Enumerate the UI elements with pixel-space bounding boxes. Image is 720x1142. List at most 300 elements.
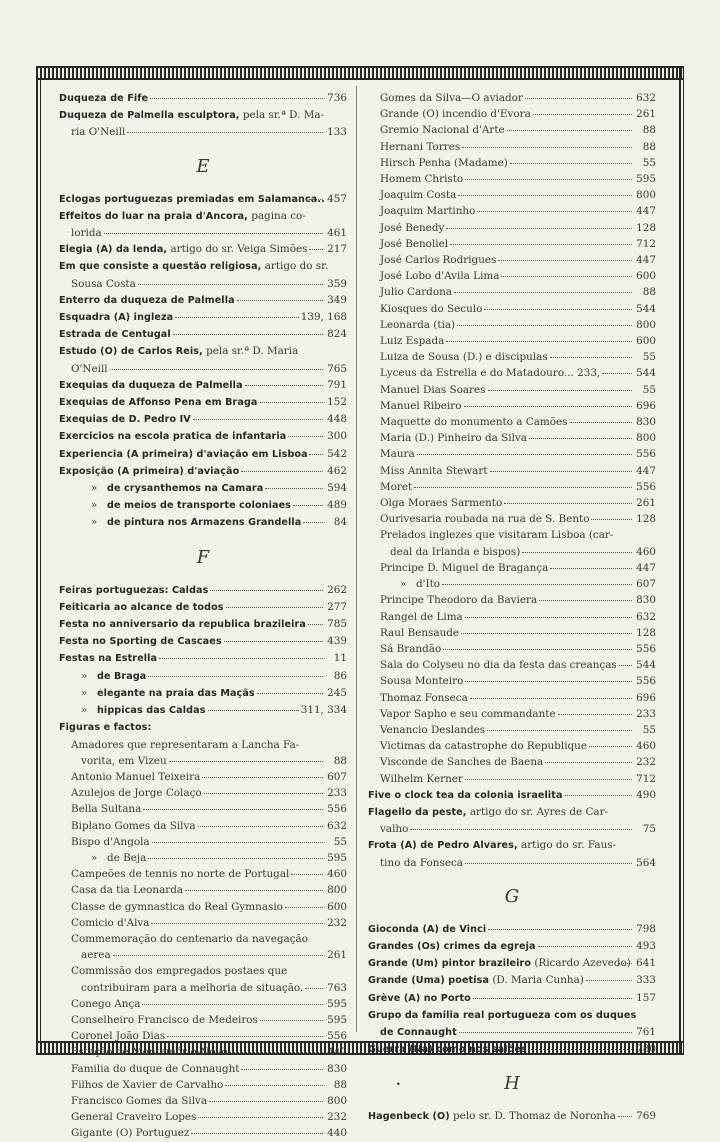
page-number: 447 <box>636 464 656 477</box>
entry-label <box>59 463 239 480</box>
entry-title: Feiticaria ao alcance de todos <box>59 601 224 613</box>
dot-leader <box>291 864 323 875</box>
index-entry <box>368 641 656 657</box>
decorative-border-top <box>36 66 684 80</box>
dot-leader <box>175 307 298 318</box>
dot-leader <box>309 189 323 200</box>
entry-label <box>59 719 151 736</box>
dot-leader <box>152 832 323 843</box>
page-number: 55 <box>333 835 347 848</box>
entry-continuation: deal da Irlanda e bispos) <box>390 545 521 558</box>
dot-leader <box>525 88 632 99</box>
entry-text: General Craveiro Lopes <box>71 1111 197 1124</box>
page-number: 542 <box>327 447 347 460</box>
page-number: 798 <box>636 922 656 935</box>
dot-leader <box>446 218 632 229</box>
page-number: 600 <box>327 900 347 913</box>
dot-leader <box>529 1039 632 1050</box>
entry-text: Olga Moraes Sarmento <box>380 497 503 510</box>
dot-leader <box>610 803 632 813</box>
page-number: 447 <box>327 1046 347 1059</box>
index-column-right <box>368 90 656 1126</box>
entry-text: Moret <box>380 480 413 493</box>
dot-leader <box>202 767 323 778</box>
dot-leader <box>570 412 633 423</box>
index-entry <box>59 702 347 719</box>
page-number: 333 <box>636 974 656 987</box>
page-number: 544 <box>636 367 656 380</box>
ditto-mark: » <box>80 686 88 699</box>
dot-leader <box>148 666 323 677</box>
page-number: 595 <box>636 173 656 186</box>
entry-label <box>380 1024 457 1041</box>
entry-title: hippicas das Caldas <box>97 705 206 717</box>
entry-text: Familia do duque de Connaught <box>71 1062 240 1075</box>
entry-subtitle: artigo do sr. Ayres de Car- <box>466 805 609 818</box>
dot-leader <box>465 671 632 682</box>
entry-title: de meios de transporte coloniaes <box>107 500 291 512</box>
dot-leader <box>602 363 632 374</box>
page-mark: • <box>396 1080 401 1089</box>
page-number: 785 <box>327 618 347 631</box>
dot-leader <box>230 1042 323 1053</box>
entry-label <box>368 921 486 938</box>
entry-label <box>59 377 243 394</box>
dot-leader <box>138 274 323 285</box>
entry-continuation: valho <box>380 823 409 836</box>
page-number: 128 <box>636 221 656 234</box>
entry-label <box>368 787 563 804</box>
entry-label <box>380 821 408 837</box>
entry-label <box>71 225 102 241</box>
page-number: 233 <box>327 787 347 800</box>
entry-text: Bella Sultana <box>71 803 142 816</box>
index-entry <box>59 90 347 107</box>
index-entry <box>59 514 347 531</box>
entry-label <box>71 276 136 292</box>
dot-leader <box>462 137 632 148</box>
dot-leader <box>260 392 324 403</box>
dot-leader <box>459 1022 632 1033</box>
entry-title: Grupo da familia real portugueza com os duques <box>368 1009 637 1021</box>
index-entry <box>59 428 347 445</box>
entry-title: Em que consiste a questão religiosa, <box>59 261 262 273</box>
dot-leader <box>241 1059 323 1070</box>
dot-leader <box>470 688 632 699</box>
entry-title: Festa no anniversario da republica brazileira <box>59 619 306 631</box>
entry-text: Venancio Deslandes <box>380 723 486 736</box>
entry-text: Azulejos de Jorge Colaço <box>71 787 202 800</box>
entry-label <box>380 722 485 738</box>
entry-text: Francisco Gomes da Silva <box>71 1094 208 1107</box>
entry-subtitle: (D. Maria Cunha) <box>489 974 584 987</box>
entry-label <box>380 171 463 187</box>
dot-leader <box>414 477 632 488</box>
entry-title: Frota (A) de Pedro Alvares, <box>368 840 518 852</box>
dot-leader <box>618 1106 632 1117</box>
page-number: 736 <box>327 92 347 104</box>
page-number: 152 <box>327 396 347 409</box>
entry-subtitle: pagina co- <box>247 209 306 222</box>
dot-leader <box>309 239 323 250</box>
dot-leader <box>539 590 632 601</box>
dot-leader <box>487 720 632 731</box>
dot-leader <box>618 953 632 964</box>
entry-text: Campeões de tennis no norte de Portugal <box>71 868 290 881</box>
entry-title: de Connaught <box>380 1026 457 1038</box>
entry-continuation: aerea <box>81 949 111 962</box>
entry-label <box>380 446 415 462</box>
page-number: 696 <box>636 691 656 704</box>
page-number: 349 <box>327 293 347 306</box>
entry-label <box>71 702 206 719</box>
entry-text: José Benoliel <box>380 237 449 250</box>
entry-label <box>380 511 589 527</box>
dot-leader <box>150 88 323 99</box>
dot-leader <box>522 542 632 553</box>
entry-title: de pintura nos Armazens Grandella <box>107 517 302 529</box>
dot-leader <box>490 461 633 472</box>
entry-label <box>380 349 548 365</box>
page-number: 84 <box>333 516 347 529</box>
entry-label <box>71 1077 223 1093</box>
dot-leader <box>148 848 323 859</box>
entry-label <box>380 641 441 657</box>
page-number: 457 <box>327 192 347 205</box>
page-number: 86 <box>333 669 347 682</box>
entry-title: Festa no Sporting de Cascaes <box>59 636 222 648</box>
entry-label <box>59 599 224 616</box>
page-number: 800 <box>327 1094 347 1107</box>
page-number: 769 <box>636 1110 656 1123</box>
page-number: 232 <box>636 756 656 769</box>
entry-text: d'Ito <box>416 578 441 591</box>
dot-leader <box>550 558 632 569</box>
index-column-left <box>59 90 347 1142</box>
entry-text: Classe de gymnastica do Real Gymnasio <box>71 900 283 913</box>
entry-text: Hirsch Penha (Madame) <box>380 156 508 169</box>
page-number: 780 <box>636 1043 656 1056</box>
index-entry <box>368 938 656 955</box>
index-entry <box>59 1125 347 1141</box>
entry-title: Estrada de Centugal <box>59 329 171 341</box>
dot-leader <box>443 639 632 650</box>
entry-subtitle: artigo do sr. Veiga Simões <box>167 243 308 256</box>
entry-text: Rangel de Lima <box>380 610 463 623</box>
entry-label <box>71 668 146 685</box>
entry-text: Homem Christo <box>380 173 464 186</box>
entry-text: Sousa Monteiro <box>380 675 464 688</box>
entry-title: Eclogas portuguezas premiadas em Salamanca.. <box>59 193 325 205</box>
page-number: 600 <box>636 335 656 348</box>
entry-label <box>380 317 455 333</box>
page-number: 88 <box>333 1078 347 1091</box>
dot-leader <box>204 783 323 794</box>
dot-leader <box>151 913 323 924</box>
page-number: 75 <box>642 823 656 836</box>
dot-leader <box>303 512 323 523</box>
entry-subtitle: (Ricardo Azevedo) <box>531 957 631 970</box>
entry-text: Bispo d'Angola <box>71 835 150 848</box>
dot-leader <box>198 1107 323 1118</box>
page-number: 261 <box>636 108 656 121</box>
entry-text: Manuel Ribeiro <box>380 399 462 412</box>
page-number: 556 <box>327 1030 347 1043</box>
dot-leader <box>465 853 632 864</box>
entry-text: Biplano Gomes da Silva <box>71 819 196 832</box>
entry-label <box>380 479 412 495</box>
entry-text: José Carlos Rodrigues <box>380 254 497 267</box>
page-number: 55 <box>642 156 656 169</box>
entry-label <box>71 1044 228 1060</box>
entry-label <box>59 241 307 258</box>
page-number: 128 <box>636 626 656 639</box>
page-number: 133 <box>327 126 347 139</box>
dot-leader <box>293 495 323 506</box>
entry-text: Joaquim Martinho <box>380 205 476 218</box>
page-number: 359 <box>327 277 347 290</box>
page-number: 791 <box>327 378 347 391</box>
entry-label <box>380 333 444 349</box>
index-entry <box>368 787 656 804</box>
decorative-border-right <box>679 66 684 1055</box>
page-number: 447 <box>636 254 656 267</box>
dot-leader <box>510 153 632 164</box>
ditto-mark: » <box>80 669 88 682</box>
entry-text: Commissão dos empregados postaes que <box>71 965 288 978</box>
entry-text: Principe Theodoro da Baviera <box>380 594 538 607</box>
page-number: 262 <box>327 583 347 596</box>
page-number: 824 <box>327 328 347 341</box>
entry-label <box>71 915 149 931</box>
entry-label <box>380 236 448 252</box>
page-number: 88 <box>333 754 347 767</box>
entry-label <box>59 326 171 343</box>
dot-leader <box>410 819 632 830</box>
entry-label <box>368 990 471 1007</box>
entry-label <box>71 361 108 377</box>
index-entry <box>59 241 347 258</box>
dot-leader <box>473 988 632 999</box>
entry-text: Commemoração do centenario da navegação <box>71 932 309 945</box>
dot-leader <box>143 799 323 810</box>
entry-continuation: lorida <box>71 227 102 240</box>
entry-title: Feiras portuguezas: Caldas <box>59 584 209 596</box>
entry-label <box>59 582 208 599</box>
page-number: 641 <box>636 957 656 970</box>
entry-continuation: tino da Fonseca <box>380 856 463 869</box>
ditto-mark: » <box>80 704 88 717</box>
dot-leader <box>619 655 632 666</box>
page-number: 556 <box>636 448 656 461</box>
entry-text: José Lobo d'Avila Lima <box>380 270 500 283</box>
ditto-mark: » <box>90 482 98 495</box>
ditto-mark: » <box>90 516 98 529</box>
dot-leader <box>169 751 323 762</box>
entry-continuation: O'Neill <box>71 362 108 375</box>
entry-title: elegante na praia das Maçãs <box>97 687 255 699</box>
entry-title: Exequias de Affonso Pena em Braga <box>59 397 258 409</box>
page-number: 440 <box>327 1127 347 1140</box>
entry-subtitle: pela sr.ª D. Maria <box>202 345 299 358</box>
dot-leader <box>241 461 323 472</box>
entry-title: Grève (A) no Porto <box>368 992 471 1004</box>
entry-text: Gremio Nacional d'Arte <box>380 124 505 137</box>
entry-title: Duqueza de Palmella esculptora, <box>59 110 240 122</box>
dot-leader <box>488 380 633 391</box>
page-number: 556 <box>636 642 656 655</box>
entry-label <box>71 996 140 1012</box>
index-entry <box>59 685 347 702</box>
entry-text: Gomes da Silva—O aviador <box>380 92 523 104</box>
section-letter: G <box>504 885 520 907</box>
page-number: 607 <box>327 770 347 783</box>
page-number: 461 <box>327 227 347 240</box>
dot-leader <box>226 597 323 608</box>
index-entry <box>59 915 347 931</box>
dot-leader <box>193 409 323 420</box>
entry-continuation: Sousa Costa <box>71 277 136 290</box>
entry-text: Casa da tia Leonarda <box>71 884 184 897</box>
page-number: 830 <box>636 594 656 607</box>
page-number: 712 <box>636 772 656 785</box>
page-number: 544 <box>636 659 656 672</box>
entry-label <box>81 850 146 866</box>
dot-leader <box>237 290 323 301</box>
dot-leader <box>225 1075 323 1086</box>
entry-text: Antonio Manuel Teixeira <box>71 770 201 783</box>
dot-leader <box>285 897 323 908</box>
page-number: 800 <box>636 432 656 445</box>
entry-title: Grande (Um) pintor brazileiro <box>368 958 532 970</box>
entry-label <box>380 855 463 871</box>
entry-label <box>81 480 263 497</box>
decorative-border-left <box>36 66 41 1055</box>
page-number: 217 <box>327 243 347 256</box>
dot-leader <box>498 250 632 261</box>
entry-text: José Benedy <box>380 221 445 234</box>
dot-leader <box>477 201 632 212</box>
dot-leader <box>245 375 323 386</box>
section-letter: F <box>196 546 210 568</box>
dot-leader <box>545 752 632 763</box>
entry-label <box>390 576 440 592</box>
page-number: 632 <box>636 92 656 104</box>
dot-leader <box>310 930 323 940</box>
dot-leader <box>308 614 323 625</box>
entry-subtitle: artigo do sr. <box>261 260 329 273</box>
dot-leader <box>210 580 323 591</box>
ditto-mark: » <box>90 499 98 512</box>
dot-leader <box>260 1010 323 1021</box>
dot-leader <box>550 347 632 358</box>
page-number: 761 <box>636 1025 656 1038</box>
page-number: 261 <box>636 497 656 510</box>
dot-leader <box>208 700 299 711</box>
index-entry <box>368 855 656 871</box>
entry-label <box>368 955 631 972</box>
entry-label <box>71 1109 196 1125</box>
ditto-mark: » <box>90 851 98 864</box>
page-number: 55 <box>642 351 656 364</box>
page-number: 800 <box>327 884 347 897</box>
dot-leader <box>142 994 323 1005</box>
index-entry <box>59 963 347 979</box>
entry-title: Exercicios na escola pratica de infantaria <box>59 431 287 443</box>
page-number: 800 <box>636 189 656 202</box>
page-number: 245 <box>327 686 347 699</box>
dot-leader <box>591 509 632 520</box>
entry-text: Conselheiro Francisco de Medeiros <box>71 1013 258 1026</box>
section-letter: E <box>196 155 210 177</box>
page-number: 712 <box>636 237 656 250</box>
page-number: 830 <box>636 416 656 429</box>
dot-leader <box>113 945 323 956</box>
entry-text: Leonarda (tia) <box>380 318 456 331</box>
dot-leader <box>529 428 632 439</box>
page-number: 261 <box>327 949 347 962</box>
entry-text: Manuel Dias Soares <box>380 383 486 396</box>
entry-title: Elegia (A) da lenda, <box>59 244 168 256</box>
page-number: 232 <box>327 1111 347 1124</box>
entry-label <box>380 220 444 236</box>
page-number: 300 <box>327 430 347 443</box>
entry-title: Guerra (Na) como nos salões <box>368 1044 527 1056</box>
dot-leader <box>110 359 323 370</box>
page-number: 55 <box>642 383 656 396</box>
page-number: 460 <box>636 545 656 558</box>
page-number: 490 <box>636 788 656 801</box>
entry-text: Sá Brandão <box>380 642 442 655</box>
index-entry <box>368 511 656 527</box>
dot-leader <box>309 444 323 455</box>
page-number: 544 <box>636 302 656 315</box>
page-number: 55 <box>642 723 656 736</box>
entry-title: Figuras e factos: <box>59 722 152 734</box>
page-number: 139, 168 <box>300 311 347 324</box>
dot-leader <box>565 785 632 796</box>
dot-leader <box>309 257 323 267</box>
entry-text: Joaquim Costa <box>380 189 457 202</box>
dot-leader <box>589 736 632 747</box>
entry-text: Thomaz Fonseca <box>380 691 468 704</box>
page-number: 157 <box>636 991 656 1004</box>
dot-leader <box>288 426 323 437</box>
ditto-mark: » <box>399 578 407 591</box>
column-divider <box>356 86 357 1032</box>
entry-label <box>59 428 286 445</box>
page-number: 447 <box>636 561 656 574</box>
dot-leader <box>501 266 632 277</box>
dot-leader <box>458 185 632 196</box>
entry-title: Gioconda (A) de Vinci <box>368 923 487 935</box>
dot-leader <box>533 104 632 115</box>
entry-title: Hagenbeck (O) <box>368 1111 450 1123</box>
entry-label <box>71 801 141 817</box>
entry-label <box>380 90 523 106</box>
entry-label <box>380 495 502 511</box>
entry-text: Principe D. Miguel de Bragança <box>380 561 549 574</box>
page-number: 765 <box>327 362 347 375</box>
entry-label <box>59 191 325 208</box>
page-number: 763 <box>327 981 347 994</box>
entry-label <box>380 139 460 155</box>
page-number: 489 <box>327 499 347 512</box>
entry-subtitle: pela sr.ª D. Ma- <box>239 109 325 122</box>
page-number: 830 <box>327 1062 347 1075</box>
dot-leader <box>558 704 632 715</box>
dot-leader <box>417 444 632 455</box>
